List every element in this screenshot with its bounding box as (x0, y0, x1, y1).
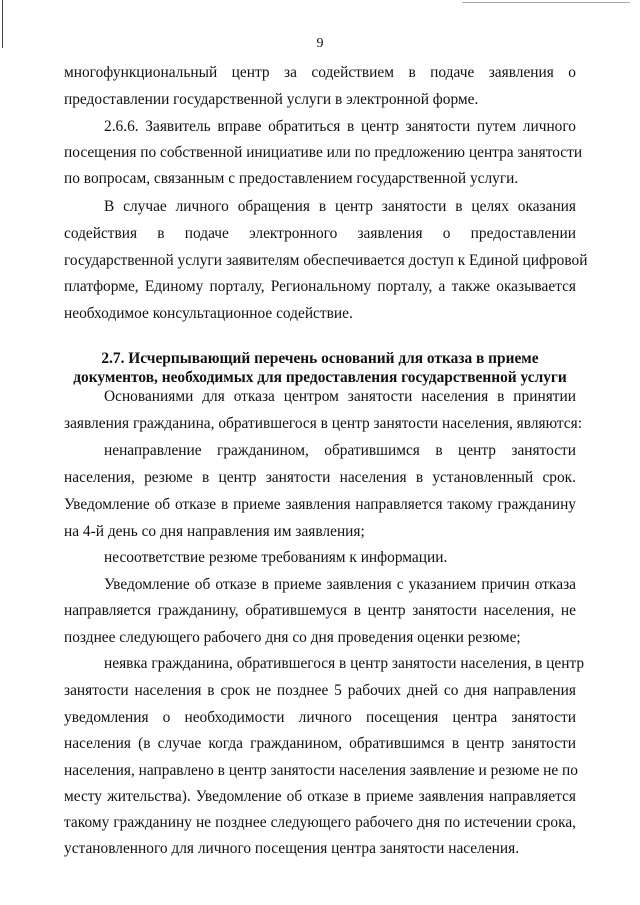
text-line: населения, направлено в центр занятости населения заявление и резюме не по (64, 762, 578, 779)
text-line: платформе, Единому порталу, Региональному порталу, а также оказывается (64, 278, 576, 295)
section-heading-line: документов, необходимых для предоставления государственной услуги (73, 369, 567, 386)
text-line: населения (в случае когда гражданином, обратившимся в центр занятости (64, 735, 576, 752)
text-line: многофункциональный центр за содействием в подаче заявления о (64, 64, 576, 81)
text-line: занятости населения в срок не позднее 5 рабочих дней со дня направления (64, 682, 576, 699)
text-line: неявка гражданина, обратившегося в центр занятости населения, в центр (104, 655, 585, 672)
scan-edge-line (462, 2, 630, 3)
text-line: населения, резюме в центр занятости населения в установленный срок. (64, 469, 576, 486)
text-line: 2.6.6. Заявитель вправе обратиться в центр занятости путем личного (104, 118, 576, 135)
text-line: необходимое консультационное содействие. (64, 305, 353, 322)
text-line: посещения по собственной инициативе или по предложению центра занятости (64, 144, 583, 161)
text-line: ненаправление гражданином, обратившимся в центр занятости (104, 442, 576, 459)
text-line: Уведомление об отказе в приеме заявления направляется такому гражданину (64, 496, 576, 513)
text-line: В случае личного обращения в центр занятости в целях оказания (104, 198, 576, 215)
text-line: заявления гражданина, обратившегося в центр занятости населения, являются: (64, 415, 582, 432)
text-line: предоставлении государственной услуги в электронной форме. (64, 91, 479, 108)
text-line: Уведомление об отказе в приеме заявления с указанием причин отказа (104, 576, 576, 593)
text-line: несоответствие резюме требованиям к информации. (104, 549, 448, 566)
page-number: 9 (316, 36, 324, 51)
text-line: уведомления о необходимости личного посещения центра занятости (64, 709, 576, 726)
text-line: на 4-й день со дня направления им заявления; (64, 523, 365, 540)
text-line: по вопросам, связанным с предоставлением государственной услуги. (64, 170, 519, 187)
section-heading-line: 2.7. Исчерпывающий перечень оснований для отказа в приеме (101, 350, 539, 367)
text-line: содействия в подаче электронного заявления о предоставлении (64, 225, 576, 242)
text-line: Основаниями для отказа центром занятости населения в принятии (104, 388, 576, 405)
text-line: позднее следующего рабочего дня со дня проведения оценки резюме; (64, 629, 521, 646)
text-line: месту жительства). Уведомление об отказе в приеме заявления направляется (64, 788, 576, 805)
text-line: установленного для личного посещения центра занятости населения. (64, 840, 520, 857)
text-line: государственной услуги заявителям обеспечивается доступ к Единой цифровой (64, 252, 588, 269)
text-line: такому гражданину не позднее следующего рабочего дня по истечении срока, (64, 814, 576, 831)
text-line: направляется гражданину, обратившемуся в центр занятости населения, не (64, 602, 576, 619)
